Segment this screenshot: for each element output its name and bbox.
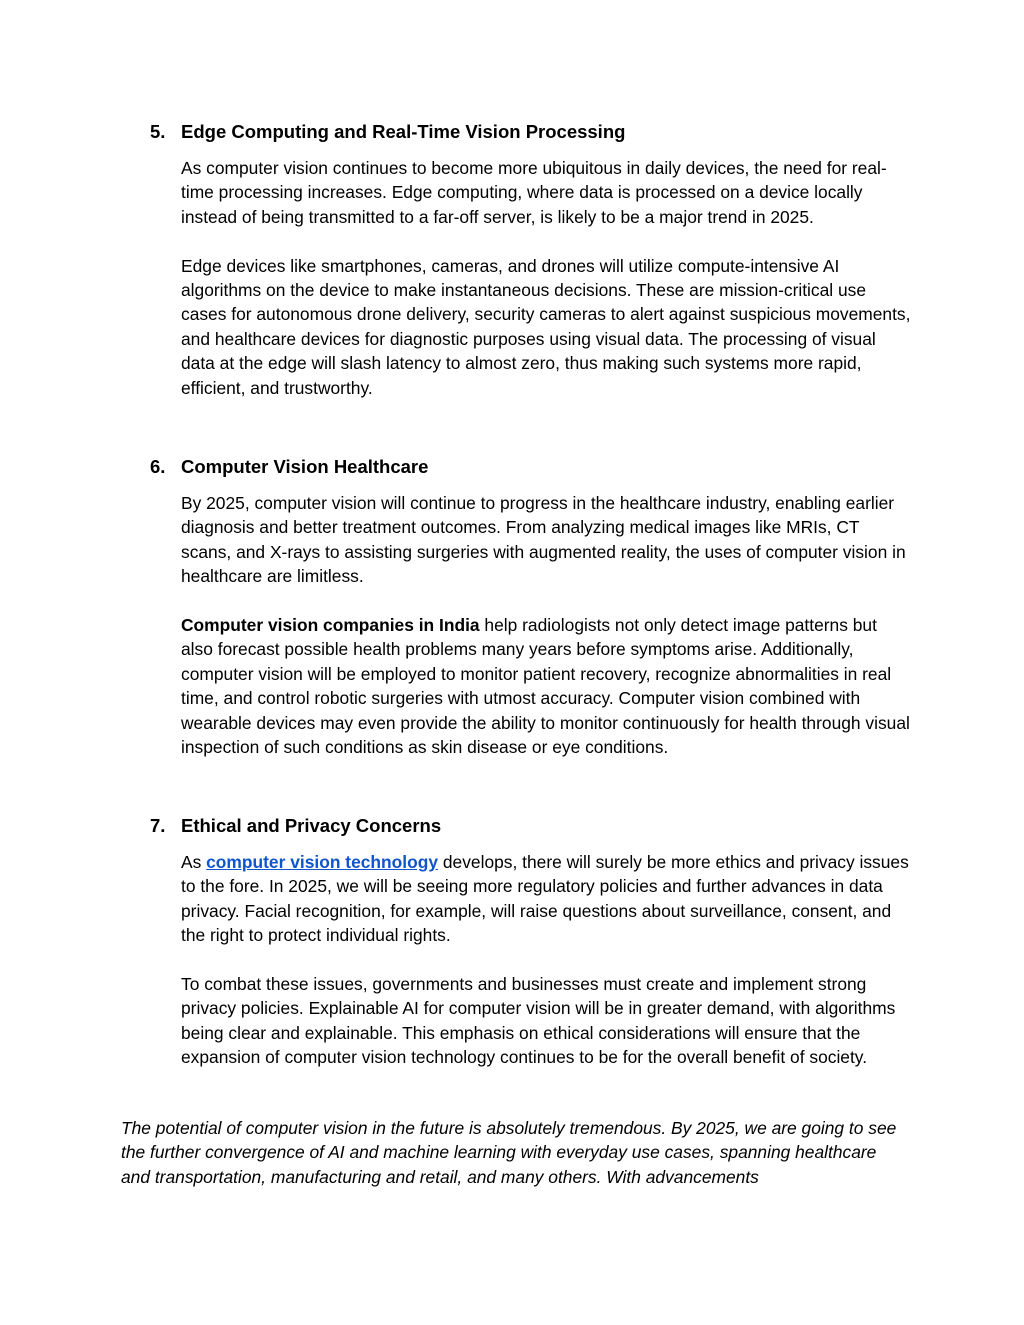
paragraph: Edge devices like smartphones, cameras, and drones will utilize compute-intensive AI algorithms on the device to make instantaneous decisions. These are mission-critical use cases for autonomous drone delivery, security cameras to alert against suspicious movements, and healthcare devices for diagnostic purposes using visual data. The processing of visual data at the edge will slash latency to almost zero, thus making such systems more rapid, efficient, and trustworthy. (181, 255, 911, 398)
section-number: 6. (150, 456, 166, 477)
paragraph-text: help radiologists not only detect image patterns but also forecast possible health problems many years before symptoms arise. Additionally, computer vision will be employed to monitor patient recovery, recognize abnormalities in real time, and control robotic surgeries with utmost accuracy. Computer vision combined with wearable devices may even provide the ability to monitor continuously for health through visual inspection of such conditions as skin disease or eye conditions. (181, 615, 910, 758)
paragraph-text: As (181, 852, 207, 872)
section-number: 5. (150, 121, 166, 142)
section-title: Edge Computing and Real-Time Vision Processing (181, 121, 626, 142)
bold-lead-text: Computer vision companies in India (181, 615, 480, 636)
section-body (181, 491, 911, 759)
section-body (181, 850, 911, 1070)
section-body (181, 156, 911, 400)
section-title: Ethical and Privacy Concerns (181, 815, 442, 836)
paragraph: As computer vision continues to become more ubiquitous in daily devices, the need for real-time processing increases. Edge computing, where data is processed on a device locally instead of being transmitted to a far-off server, is likely to be a major trend in 2025. (181, 158, 887, 227)
section-number: 7. (150, 815, 166, 836)
computer-vision-technology-link[interactable]: computer vision technology (206, 852, 439, 872)
paragraph-text: develops, there will surely be more ethics and privacy issues to the fore. In 2025, we will be seeing more regulatory policies and further advances in data privacy. Facial recognition, for example, will raise questions about surveillance, consent, and the right to protect individual rights. (181, 852, 909, 946)
paragraph: To combat these issues, governments and businesses must create and implement strong privacy policies. Explainable AI for computer vision will be in greater demand, with algorithms being clear and explainable. This emphasis on ethical considerations will ensure that the expansion of computer vision technology continues to be for the overall benefit of society. (181, 974, 896, 1068)
section-heading (150, 455, 910, 479)
paragraph: By 2025, computer vision will continue to progress in the healthcare industry, enabling earlier diagnosis and better treatment outcomes. From analyzing medical images like MRIs, CT scans, and X-rays to assisting surgeries with augmented reality, the uses of computer vision in healthcare are limitless. (181, 493, 906, 587)
section-heading (150, 120, 910, 144)
section-heading (150, 814, 910, 838)
paragraph (181, 850, 911, 948)
section-healthcare (150, 455, 910, 759)
paragraph (181, 613, 911, 759)
closing-paragraph: The potential of computer vision in the future is absolutely tremendous. By 2025, we are going to see the further convergence of AI and machine learning with everyday use cases, spanning healthcare and transportation, manufacturing and retail, and many others. With advancements (121, 1118, 897, 1187)
section-ethics-privacy (150, 814, 910, 1070)
section-edge-computing (150, 120, 910, 400)
section-title: Computer Vision Healthcare (181, 456, 429, 477)
